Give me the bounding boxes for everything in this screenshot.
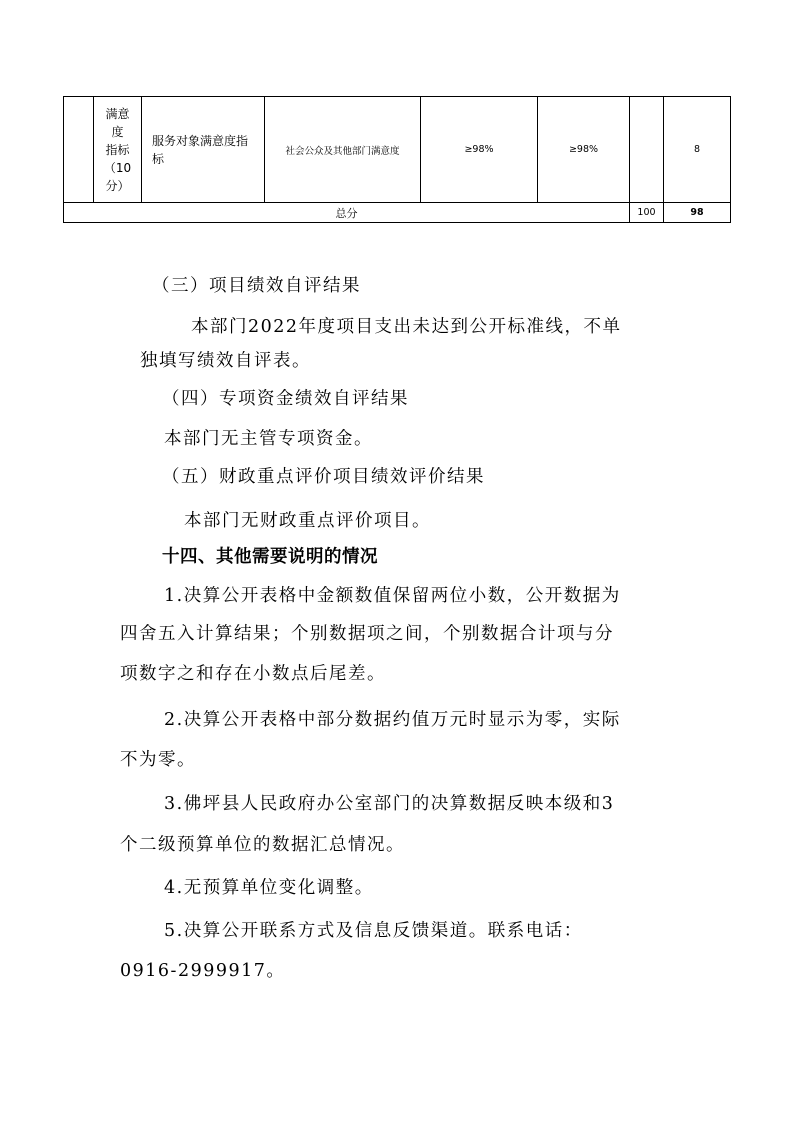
item1-line: 1.决算公开表格中金额数值保留两位小数，公开数据为 (164, 586, 621, 606)
blank-cell (64, 97, 94, 203)
item3-line: 个二级预算单位的数据汇总情况。 (120, 835, 405, 855)
actual-cell: ≥98% (538, 97, 630, 203)
item-cell: 社会公众及其他部门满意度 (265, 97, 421, 203)
item1-line: 项数字之和存在小数点后尾差。 (120, 664, 386, 684)
item2-line: 不为零。 (120, 750, 196, 770)
score-cell: 8 (664, 97, 731, 203)
indicator-line: 服务对象满意度指 (152, 133, 249, 148)
total-score: 98 (664, 203, 731, 223)
section14-heading: 十四、其他需要说明的情况 (162, 547, 378, 567)
indicator-line: 标 (152, 151, 165, 166)
item5-line: 5.决算公开联系方式及信息反馈渠道。联系电话： (164, 921, 583, 941)
section4-body: 本部门无主管专项资金。 (164, 429, 373, 449)
item3-line: 3.佛坪县人民政府办公室部门的决算数据反映本级和3 (164, 794, 615, 814)
item4-line: 4.无预算单位变化调整。 (164, 878, 374, 898)
category-line: 度 (111, 124, 124, 139)
table-row (64, 97, 731, 203)
performance-table (63, 96, 731, 223)
section3-body-line: 本部门2022年度项目支出未达到公开标准线，不单 (191, 317, 622, 337)
item1-line: 四舍五入计算结果；个别数据项之间，个别数据合计项与分 (120, 624, 614, 644)
total-weight: 100 (630, 203, 664, 223)
item5-line: 0916-2999917。 (120, 961, 286, 981)
target-cell: ≥98% (421, 97, 538, 203)
item2-line: 2.决算公开表格中部分数据约值万元时显示为零，实际 (164, 710, 621, 730)
category-line: 指标 (105, 142, 130, 157)
category-line: 分） (105, 178, 130, 193)
category-line: （10 (103, 160, 132, 175)
category-cell (94, 97, 142, 203)
section5-body: 本部门无财政重点评价项目。 (184, 511, 431, 531)
category-line: 满意 (105, 106, 130, 121)
indicator-cell (142, 97, 265, 203)
section3-body-line: 独填写绩效自评表。 (140, 351, 311, 371)
section4-heading: （四）专项资金绩效自评结果 (162, 389, 409, 409)
section3-heading: （三）项目绩效自评结果 (152, 276, 361, 296)
section5-heading: （五）财政重点评价项目绩效评价结果 (162, 467, 485, 487)
total-row (64, 203, 731, 223)
weight-cell (630, 97, 664, 203)
total-label: 总分 (64, 203, 630, 223)
